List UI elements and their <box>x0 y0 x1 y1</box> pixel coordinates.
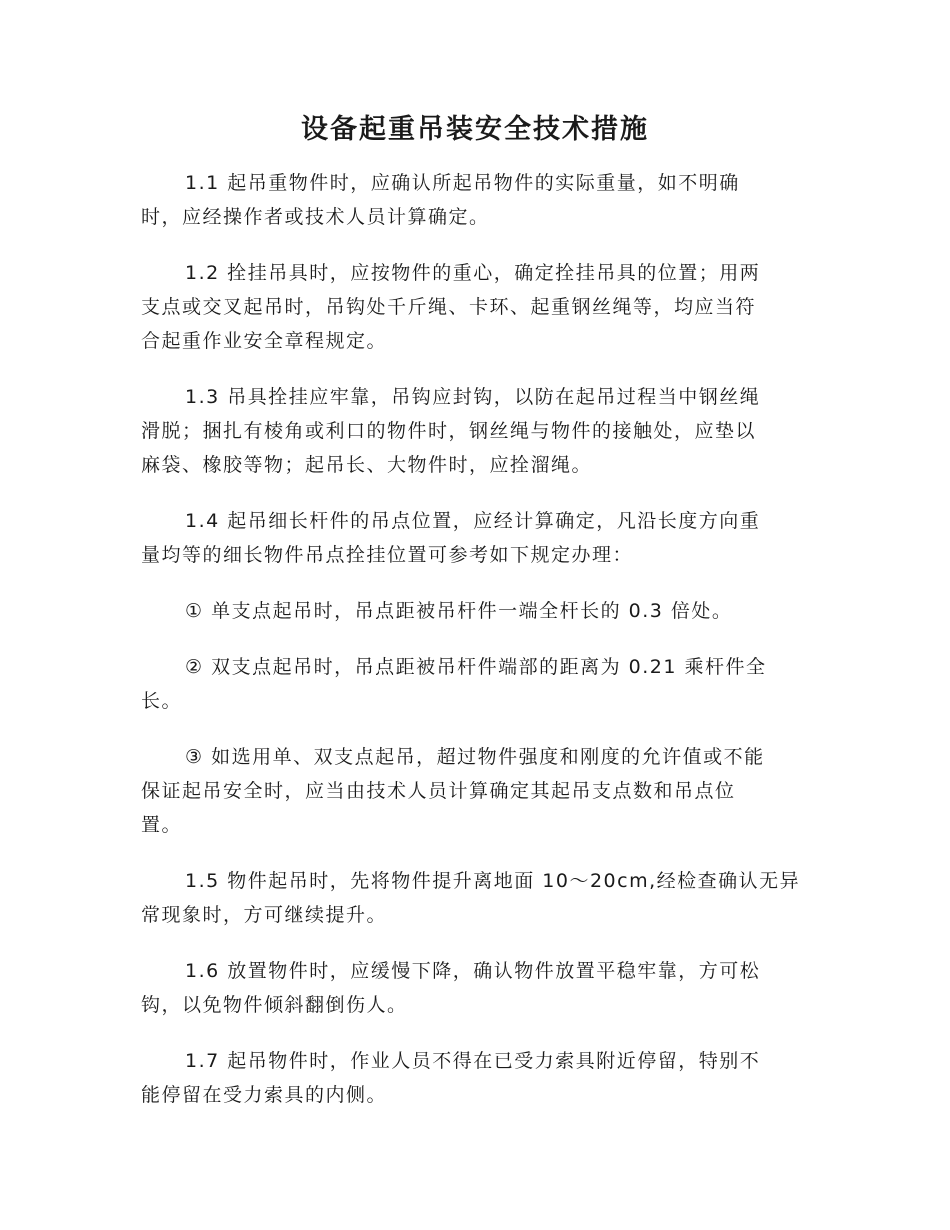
paragraph-line: 1.2 拴挂吊具时，应按物件的重心，确定拴挂吊具的位置；用两 <box>185 262 761 284</box>
paragraph-line: ③ 如选用单、双支点起吊，超过物件强度和刚度的允许值或不能 <box>185 746 765 768</box>
paragraph-line: 1.3 吊具拴挂应牢靠，吊钩应封钩，以防在起吊过程当中钢丝绳 <box>185 386 761 408</box>
paragraph-line: ② 双支点起吊时，吊点距被吊杆件端部的距离为 0.21 乘杆件全 <box>185 656 767 678</box>
sub-item-1 <box>141 594 811 628</box>
document-title: 设备起重吊装安全技术措施 <box>301 114 649 145</box>
paragraph-line: 钩，以免物件倾斜翻倒伤人。 <box>141 994 408 1016</box>
paragraph-line: 保证起吊安全时，应当由技术人员计算确定其起吊支点数和吊点位 <box>141 780 736 802</box>
paragraph-line: ① 单支点起吊时，吊点距被吊杆件一端全杆长的 0.3 倍处。 <box>185 600 733 622</box>
paragraph-1-1 <box>141 166 811 234</box>
paragraph-1-5 <box>141 864 811 932</box>
paragraph-1-2 <box>141 256 811 358</box>
paragraph-line: 滑脱；捆扎有棱角或利口的物件时，钢丝绳与物件的接触处，应垫以 <box>141 420 757 442</box>
paragraph-line: 麻袋、橡胶等物；起吊长、大物件时，应拴溜绳。 <box>141 454 593 476</box>
paragraph-line: 合起重作业安全章程规定。 <box>141 330 388 352</box>
paragraph-line: 1.7 起吊物件时，作业人员不得在已受力索具附近停留，特别不 <box>185 1050 761 1072</box>
sub-item-3 <box>141 740 811 842</box>
sub-item-2 <box>141 650 811 718</box>
paragraph-line: 时，应经操作者或技术人员计算确定。 <box>141 206 490 228</box>
paragraph-1-6 <box>141 954 811 1022</box>
paragraph-line: 1.5 物件起吊时，先将物件提升离地面 10～20cm,经检查确认无异 <box>185 870 801 892</box>
paragraph-line: 置。 <box>141 814 183 836</box>
paragraph-line: 1.1 起吊重物件时，应确认所起吊物件的实际重量，如不明确 <box>185 172 740 194</box>
paragraph-line: 长。 <box>141 690 183 712</box>
paragraph-line: 1.4 起吊细长杆件的吊点位置，应经计算确定，凡沿长度方向重 <box>185 510 761 532</box>
paragraph-line: 量均等的细长物件吊点拴挂位置可参考如下规定办理： <box>141 544 634 566</box>
paragraph-1-7 <box>141 1044 811 1112</box>
document-body <box>141 166 811 1134</box>
paragraph-1-4 <box>141 504 811 572</box>
paragraph-line: 支点或交叉起吊时，吊钩处千斤绳、卡环、起重钢丝绳等，均应当符 <box>141 296 757 318</box>
paragraph-1-3 <box>141 380 811 482</box>
paragraph-line: 1.6 放置物件时，应缓慢下降，确认物件放置平稳牢靠，方可松 <box>185 960 761 982</box>
paragraph-line: 能停留在受力索具的内侧。 <box>141 1084 388 1106</box>
paragraph-line: 常现象时，方可继续提升。 <box>141 904 388 926</box>
